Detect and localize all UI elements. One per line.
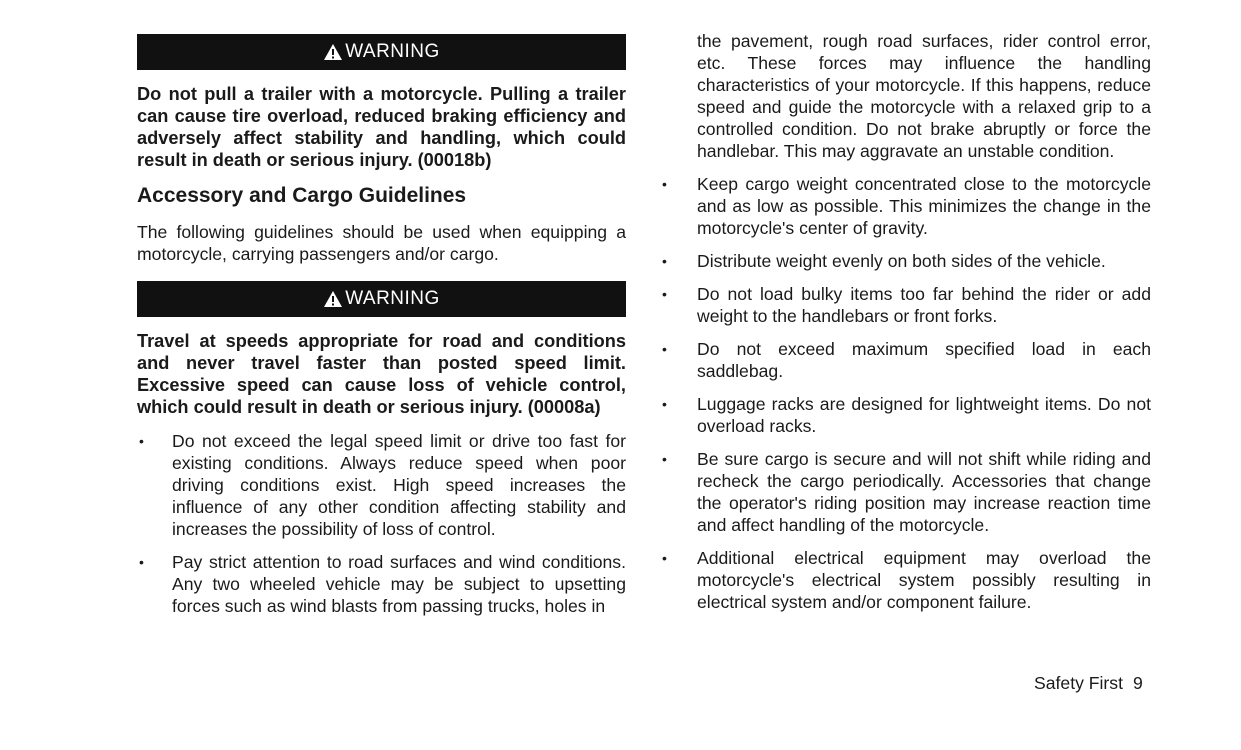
warning-triangle-icon [323, 43, 343, 61]
bullet-icon: • [662, 396, 667, 412]
warning-triangle-icon [323, 290, 343, 308]
section-heading: Accessory and Cargo Guidelines [137, 184, 467, 207]
bullet-icon: • [662, 286, 667, 302]
list-item-text: Keep cargo weight concentrated close to the motorcycle and as low as possible. This minimizes the change in the motorcycle's center of gravity. [697, 174, 1151, 238]
list-item-text: Distribute weight evenly on both sides of the vehicle. [697, 251, 1106, 271]
bullet-icon: • [662, 550, 667, 566]
left-column [137, 30, 626, 628]
list-item [660, 393, 1151, 437]
list-item-text: Additional electrical equipment may overload the motorcycle's electrical system possibly resulting in electrical system and/or component failure. [697, 548, 1151, 612]
right-bullet-list [660, 173, 1151, 613]
list-item [660, 283, 1151, 327]
list-item [660, 173, 1151, 239]
list-item-text: Luggage racks are designed for lightweight items. Do not overload racks. [697, 394, 1151, 436]
footer-section-title: Safety First [1034, 673, 1123, 693]
warning-banner-1 [137, 34, 626, 70]
list-item [660, 338, 1151, 382]
section-intro: The following guidelines should be used when equipping a motorcycle, carrying passengers and/or cargo. [137, 222, 626, 264]
bullet-icon: • [139, 433, 144, 449]
warning-text-2: Travel at speeds appropriate for road and conditions and never travel faster than posted speed limit. Excessive speed can cause loss of vehicle control, which could result in death or serious injury. (00008a) [137, 331, 626, 417]
list-item-text: Pay strict attention to road surfaces and wind conditions. Any two wheeled vehicle may be subject to upsetting forces such as wind blasts from passing trucks, holes in [172, 552, 626, 616]
left-bullet-list [137, 430, 626, 617]
list-item [137, 430, 626, 540]
list-item-text: Be sure cargo is secure and will not shift while riding and recheck the cargo periodically. Accessories that change the operator's riding position may increase reaction time and affect handling of the motorcycle. [697, 449, 1151, 535]
list-item [660, 448, 1151, 536]
warning-label-2: WARNING [345, 288, 440, 309]
bullet-icon: • [662, 451, 667, 467]
right-column [660, 30, 1151, 624]
warning-banner-2 [137, 281, 626, 317]
bullet-icon: • [662, 176, 667, 192]
bullet-icon: • [662, 341, 667, 357]
list-item [137, 551, 626, 617]
list-item-text: Do not exceed the legal speed limit or drive too fast for existing conditions. Always reduce speed when poor driving conditions exist. High speed increases the influence of any other condition affecting stability and increases the possibility of loss of control. [172, 431, 626, 539]
warning-text-1: Do not pull a trailer with a motorcycle. Pulling a trailer can cause tire overload, reduced braking efficiency and adversely affect stability and handling, which could result in death or serious injury. (00018b) [137, 84, 626, 170]
list-item [660, 250, 1151, 272]
page-number: 9 [1132, 673, 1143, 693]
bullet-icon: • [139, 554, 144, 570]
list-item-text: Do not exceed maximum specified load in each saddlebag. [697, 339, 1151, 381]
bullet-icon: • [662, 253, 667, 269]
bullet-continuation: the pavement, rough road surfaces, rider control error, etc. These forces may influence the handling characteristics of your motorcycle. If this happens, reduce speed and guide the motorcycle with a relaxed grip to a controlled condition. Do not brake abruptly or force the handlebar. This may aggravate an unstable condition. [697, 31, 1151, 161]
warning-label-1: WARNING [345, 41, 440, 62]
page-footer [1034, 673, 1143, 694]
list-item [660, 547, 1151, 613]
list-item-text: Do not load bulky items too far behind the rider or add weight to the handlebars or front forks. [697, 284, 1151, 326]
